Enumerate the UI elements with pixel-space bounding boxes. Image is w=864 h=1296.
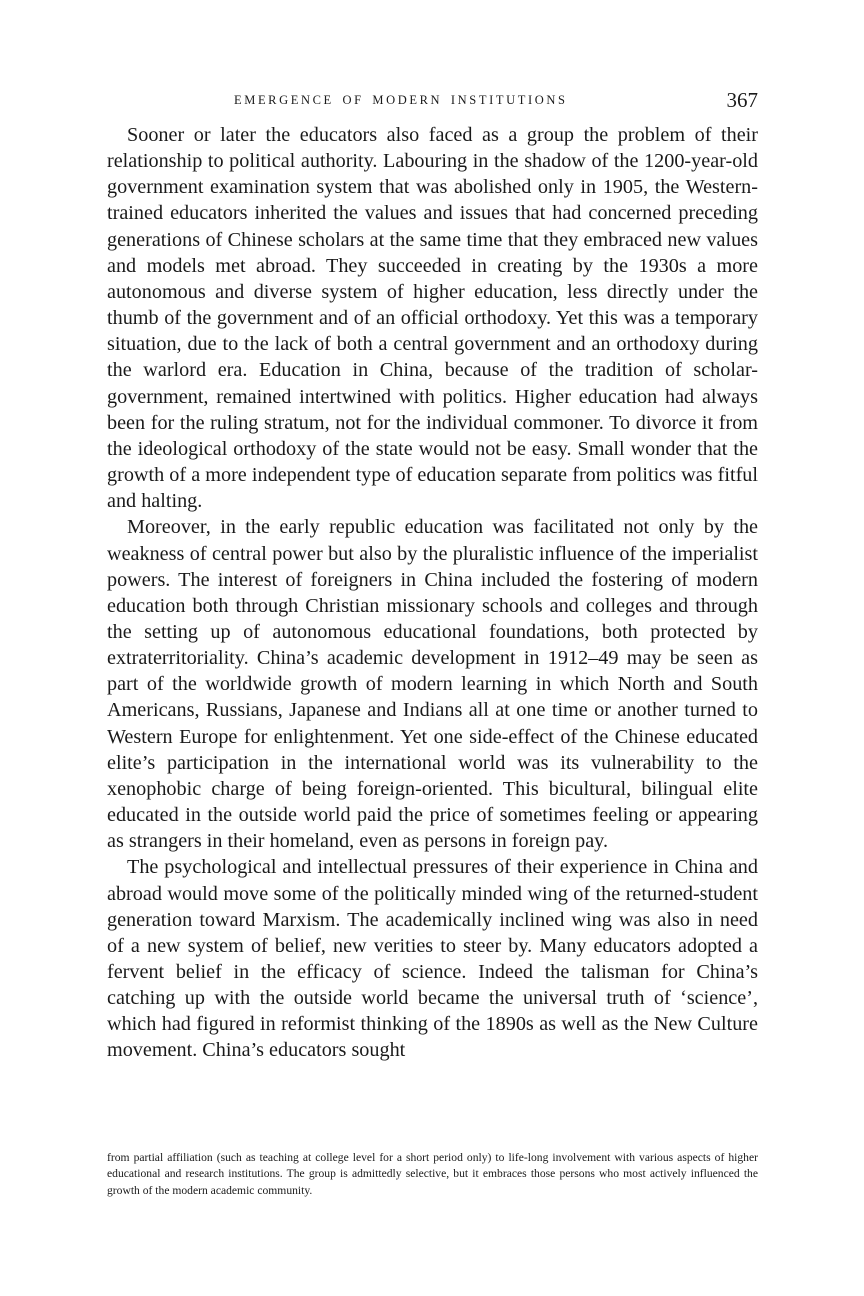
paragraph-3: The psychological and intellectual pressures of their experience in China and abroad would move some of the politically minded wing of the returned-student generation toward Marxism. The academically inclined wing was also in need of a new system of belief, new verities to steer by. Many educators adopted a fervent belief in the efficacy of science. Indeed the talisman for China’s catching up with the outside world became the universal truth of ‘science’, which had figured in reformist thinking of the 1890s as well as the New Culture movement. China’s educators sought: [107, 856, 758, 1062]
body-text: [107, 122, 758, 1064]
running-header: [107, 88, 758, 122]
page-number: 367: [726, 88, 758, 112]
paragraph-2: Moreover, in the early republic education was facilitated not only by the weakness of central power but also by the pluralistic influence of the imperialist powers. The interest of foreigners in China included the fostering of modern education both through Christian missionary schools and colleges and through the setting up of autonomous educational foundations, both protected by extraterritoriality. China’s academic development in 1912–49 may be seen as part of the worldwide growth of modern learning in which North and South Americans, Russians, Japanese and Indians all at one time or another turned to Western Europe for enlightenment. Yet one side-effect of the Chinese educated elite’s participation in the international world was its vulnerability to the xenophobic charge of being foreign-oriented. This bicultural, bilingual elite educated in the outside world paid the price of sometimes feeling or appearing as strangers in their homeland, even as persons in foreign pay.: [107, 516, 758, 853]
running-title: EMERGENCE OF MODERN INSTITUTIONS: [234, 93, 568, 107]
footnote: from partial affiliation (such as teaching at college level for a short period only) to life-long involvement with various aspects of higher educational and research institutions. The group is admittedly selective, but it embraces those persons who most actively influenced the growth of the modern academic community.: [107, 1151, 758, 1197]
paragraph-1: Sooner or later the educators also faced as a group the problem of their relationship to political authority. Labouring in the shadow of the 1200-year-old government examination system that was abolished only in 1905, the Western-trained educators inherited the values and issues that had concerned preceding generations of Chinese scholars at the same time that they embraced new values and models met abroad. They succeeded in creating by the 1930s a more autonomous and diverse system of higher education, less directly under the thumb of the government and of an official orthodoxy. Yet this was a temporary situation, due to the lack of both a central government and an orthodoxy during the warlord era. Education in China, because of the tradition of scholar-government, remained intertwined with politics. Higher education had always been for the ruling stratum, not for the individual commoner. To divorce it from the ideological orthodoxy of the state would not be easy. Small wonder that the growth of a more independent type of education separate from politics was fitful and halting.: [107, 124, 758, 513]
book-page: [107, 88, 758, 1064]
